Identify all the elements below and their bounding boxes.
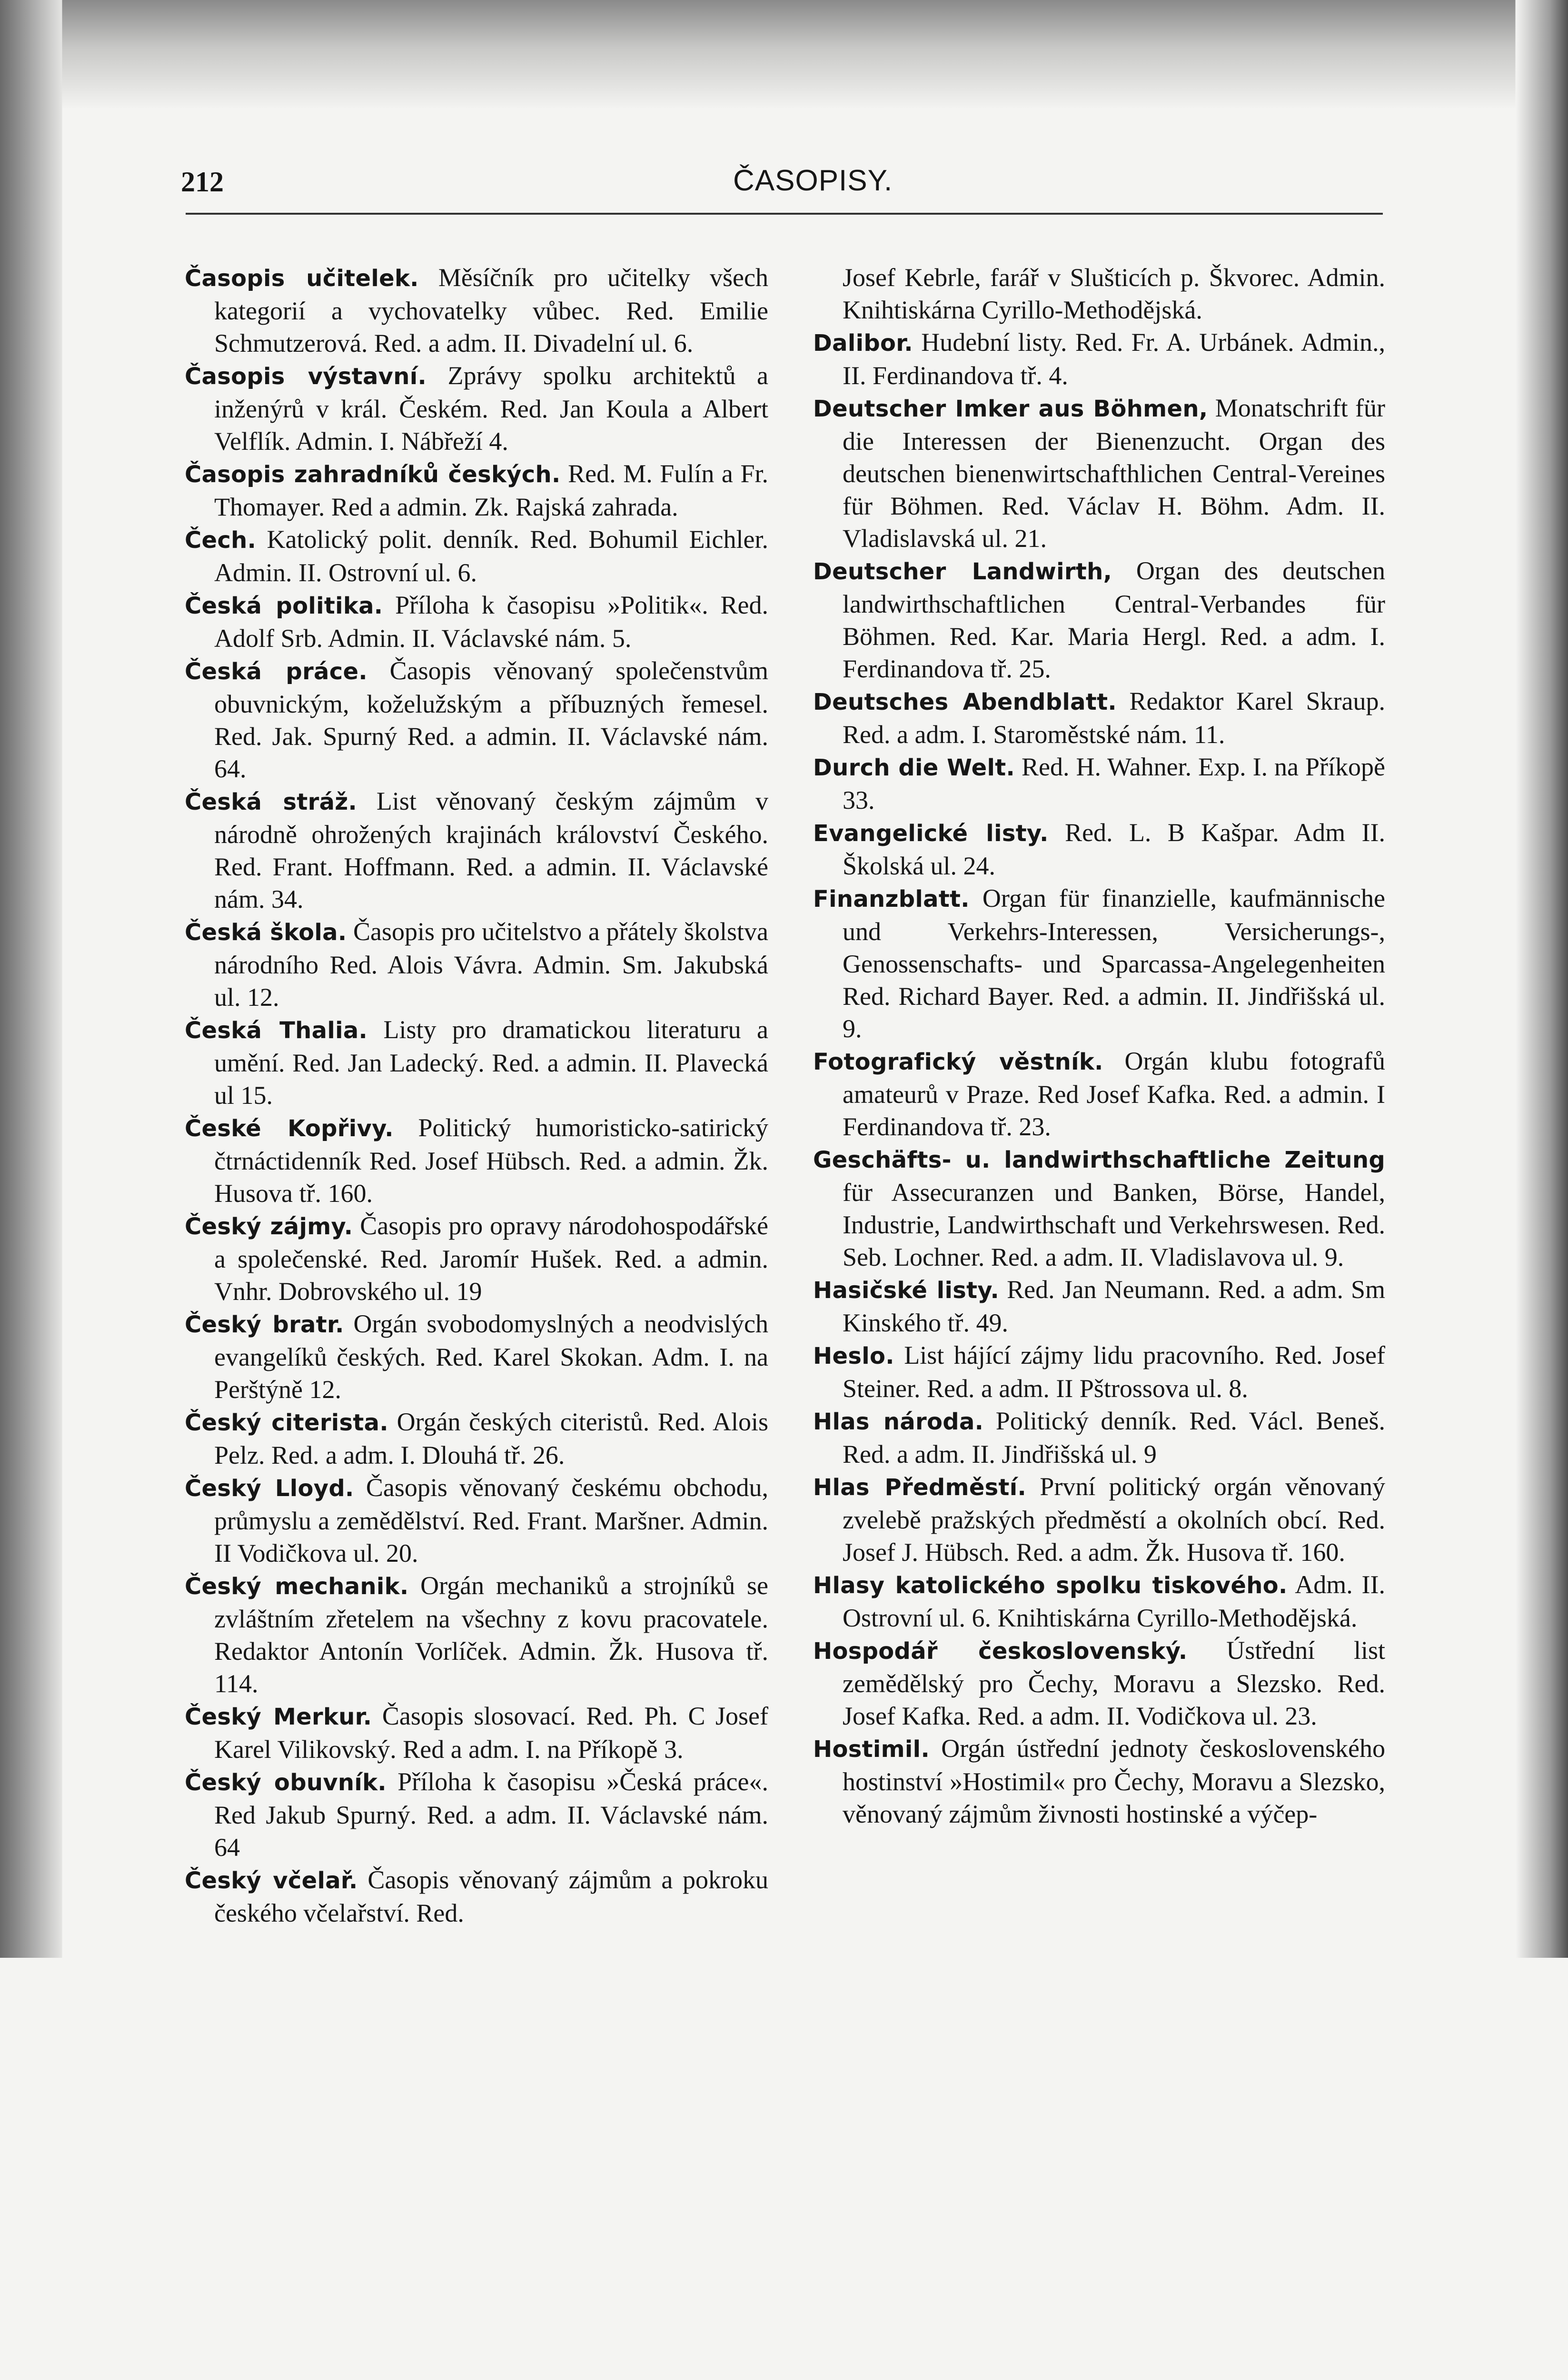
entry-title: Hlas Předměstí. [813,1474,1027,1501]
entry-title: Český obuvník. [185,1769,387,1796]
entry-title: Hlas národa. [813,1408,984,1435]
entry-title: Finanzblatt. [813,886,970,912]
directory-entry [185,589,768,654]
entry-title: Český bratr. [185,1311,344,1338]
header-rule [186,213,1383,215]
directory-entry [185,1406,768,1471]
entry-title: Hasičské listy. [813,1277,1000,1304]
two-column-body [0,261,1568,1929]
directory-entry [185,785,768,915]
entry-text: Katolický polit. denník. Red. Bohumil Eichler. Admin. II. Ostrovní ul. 6. [214,525,769,587]
entry-text: Red. Jan Neumann. Red. a adm. Sm Kinského tř. 49. [843,1275,1385,1337]
entry-text: První politický orgán věnovaný zvelebě pražských předměstí a okolních obcí. Red. Josef J. Hübsch. Red. a adm. Žk. Husova tř. 160. [843,1472,1385,1567]
entry-text: Orgán ústřední jednoty československého hostinství »Hostimil« pro Čechy, Moravu a Slezsko, věnovaný zájmům živnosti hostinské a výčep- [843,1734,1385,1828]
directory-entry [185,1471,768,1569]
directory-entry [185,523,768,589]
entry-title: Dalibor. [813,330,913,357]
entry-title: Česká stráž. [185,789,357,815]
entry-text: Zprávy spolku architektů a inženýrů v král. Českém. Red. Jan Koula a Albert Velflík. Admin. I. Nábřeží 4. [214,361,768,456]
directory-entry [813,882,1385,1045]
entry-text: Red. H. Wahner. Exp. I. na Příkopě 33. [843,753,1385,814]
entry-text: Orgán českých citeristů. Red. Alois Pelz. Red. a adm. I. Dlouhá tř. 26. [214,1408,769,1469]
entry-title: Český včelař. [185,1867,358,1894]
directory-entry [813,816,1385,882]
directory-entry [813,1273,1385,1339]
entry-text: Redaktor Karel Skraup. Red. a adm. I. Staroměstské nám. 11. [843,687,1385,749]
left-column [185,261,768,1929]
directory-entry [185,1308,768,1406]
entry-title: Česká práce. [185,658,367,685]
entry-text: Časopis věnovaný společenstvům obuvnickým, koželužským a příbuzných řemesel. Red. Jak. Spurný Red. a admin. II. Václavské nám. 64. [214,656,769,783]
entry-text: Hudební listy. Red. Fr. A. Urbánek. Admin., II. Ferdinandova tř. 4. [843,328,1385,390]
entry-title: Hlasy katolického spolku tiskového. [813,1572,1288,1599]
directory-entry [813,1045,1385,1143]
entry-title: Hospodář československý. [813,1638,1188,1665]
directory-entry [813,1470,1385,1568]
entry-text: Red. L. B Kašpar. Adm II. Školská ul. 24. [843,818,1385,880]
directory-entry [185,1013,768,1111]
entry-text: Časopis pro učitelstvo a přátely školstva národního Red. Alois Vávra. Admin. Sm. Jakubská ul. 12. [214,917,769,1012]
entry-title: Hostimil. [813,1736,930,1763]
entry-text: Listy pro dramatickou literaturu a umění. Red. Jan Ladecký. Red. a admin. II. Plavecká ul 15. [214,1015,768,1110]
directory-entry [185,1700,768,1765]
entry-title: Český Lloyd. [185,1475,354,1502]
entry-title: Česká Thalia. [185,1017,368,1044]
directory-entry [185,654,768,785]
entry-title: Časopis výstavní. [185,363,427,390]
directory-entry [185,1864,768,1929]
entry-title: Český Merkur. [185,1704,372,1730]
entry-text: Orgán svobodomyslných a neodvislých evangelíků českých. Red. Karel Skokan. Adm. I. na Perštýně 12. [214,1309,768,1404]
entry-text: Politický denník. Red. Václ. Beneš. Red. a adm. II. Jindřišská ul. 9 [843,1407,1386,1468]
entry-title: Česká politika. [185,593,383,619]
directory-entry [185,359,768,457]
entry-text: Organ für finanzielle, kaufmännische und Verkehrs-Interessen, Versicherungs-, Genossenschafts- und Sparcassa-Angelegenheiten Red. Richard Bayer. Red. a admin. II. Jindřišská ul. 9. [843,884,1385,1043]
directory-entry [185,915,768,1013]
entry-text: Monatschrift für die Interessen der Bienenzucht. Organ des deutschen bienenwirtschafthlichen Central-Vereines für Böhmen. Red. Václav H. Böhm. Adm. II. Vladislavská ul. 21. [843,394,1386,553]
entry-title: Fotografický věstník. [813,1049,1103,1075]
entry-title: Evangelické listy. [813,820,1049,847]
entry-text: List věnovaný českým zájmům v národně ohrožených krajinách království Českého. Red. Frant. Hoffmann. Red. a admin. II. Václavské nám. 34. [214,787,768,913]
directory-entry [813,392,1385,555]
entry-title: Česká škola. [185,919,347,946]
entry-title: Český mechanik. [185,1573,409,1600]
directory-entry [185,1111,768,1210]
directory-entry [185,261,768,359]
directory-entry [813,326,1385,392]
directory-entry [185,1210,768,1308]
entry-text: Časopis slosovací. Red. Ph. C Josef Karel Vilikovský. Red a adm. I. na Příkopě 3. [214,1702,769,1764]
directory-entry [813,1732,1385,1830]
entry-text: Orgán mechaniků a strojníků se zvláštním zřetelem na všechny z kovu pracovatele. Redaktor Antonín Vorlíček. Admin. Žk. Husova tř. 114. [214,1571,769,1698]
running-title: ČASOPISY. [733,164,893,197]
entry-text: Časopis věnovaný zájmům a pokroku českého včelařství. Red. [214,1865,768,1927]
entry-title: Časopis učitelek. [185,265,419,292]
entry-text: Red. M. Fulín a Fr. Thomayer. Red a admin. Zk. Rajská zahrada. [214,459,769,521]
directory-entry [185,457,768,523]
entry-title: Deutscher Imker aus Böhmen, [813,396,1208,422]
directory-entry [813,1568,1385,1634]
directory-entry [813,555,1385,685]
entry-title: Heslo. [813,1343,894,1369]
directory-entry [185,1765,768,1864]
page-number: 212 [181,166,224,198]
directory-entry [185,1569,768,1700]
entry-title: Deutsches Abendblatt. [813,689,1117,715]
entry-text: Ústřední list zemědělský pro Čechy, Moravu a Slezsko. Red. Josef Kafka. Red. a adm. II. Vodičkova ul. 23. [843,1636,1385,1730]
directory-entry [813,1143,1385,1273]
entry-text: für Assecuranzen und Banken, Börse, Handel, Industrie, Landwirthschaft und Verkehrswesen. Red. Seb. Lochner. Red. a adm. II. Vladislavova ul. 9. [843,1178,1385,1271]
directory-entry [813,261,1385,326]
directory-entry [813,1405,1385,1470]
entry-text: Adm. II. Ostrovní ul. 6. Knihtiskárna Cyrillo-Methodějská. [843,1570,1385,1632]
directory-entry [813,751,1385,816]
page-header [181,162,1385,209]
entry-text: Josef Kebrle, farář v Slušticích p. Škvorec. Admin. Knihtiskárna Cyrillo-Methodějská. [843,263,1385,324]
entry-text: Organ des deutschen landwirthschaftlichen Central-Verbandes für Böhmen. Red. Kar. Maria Hergl. Red. a adm. I. Ferdinandova tř. 25. [843,556,1386,683]
entry-title: Deutscher Landwirth, [813,558,1112,585]
entry-text: Příloha k časopisu »Česká práce«. Red Jakub Spurný. Red. a adm. II. Václavské nám. 64 [214,1767,768,1862]
entry-text: Časopis pro opravy národohospodářské a společenské. Red. Jaromír Hušek. Red. a admin. Vnhr. Dobrovského ul. 19 [214,1211,768,1306]
entry-title: Časopis zahradníků českých. [185,461,561,488]
entry-text: List hájící zájmy lidu pracovního. Red. Josef Steiner. Red. a adm. II Pštrossova ul. 8. [843,1341,1385,1403]
directory-entry [813,1339,1385,1405]
entry-text: Příloha k časopisu »Politik«. Red. Adolf Srb. Admin. II. Václavské nám. 5. [214,591,769,653]
directory-entry [813,685,1385,751]
entry-title: České Kopřivy. [185,1115,394,1142]
entry-title: Durch die Welt. [813,754,1015,781]
entry-title: Čech. [185,527,257,554]
entry-title: Geschäfts- u. landwirthschaftliche Zeitung [813,1147,1385,1173]
right-column [813,261,1385,1830]
entry-text: Politický humoristicko-satirický čtrnáctidenník Red. Josef Hübsch. Red. a admin. Žk. Husova tř. 160. [214,1113,769,1208]
entry-title: Český citerista. [185,1409,388,1436]
directory-entry [813,1634,1385,1732]
entry-text: Orgán klubu fotografů amateurů v Praze. Red Josef Kafka. Red. a admin. I Ferdinandova tř. 23. [843,1047,1385,1141]
entry-text: Měsíčník pro učitelky všech kategorií a vychovatelky vůbec. Red. Emilie Schmutzerová. Red. a adm. II. Divadelní ul. 6. [214,263,768,357]
entry-title: Český zájmy. [185,1213,353,1240]
entry-text: Časopis věnovaný českému obchodu, průmyslu a zemědělství. Red. Frant. Maršner. Admin. II Vodičkova ul. 20. [214,1473,768,1567]
